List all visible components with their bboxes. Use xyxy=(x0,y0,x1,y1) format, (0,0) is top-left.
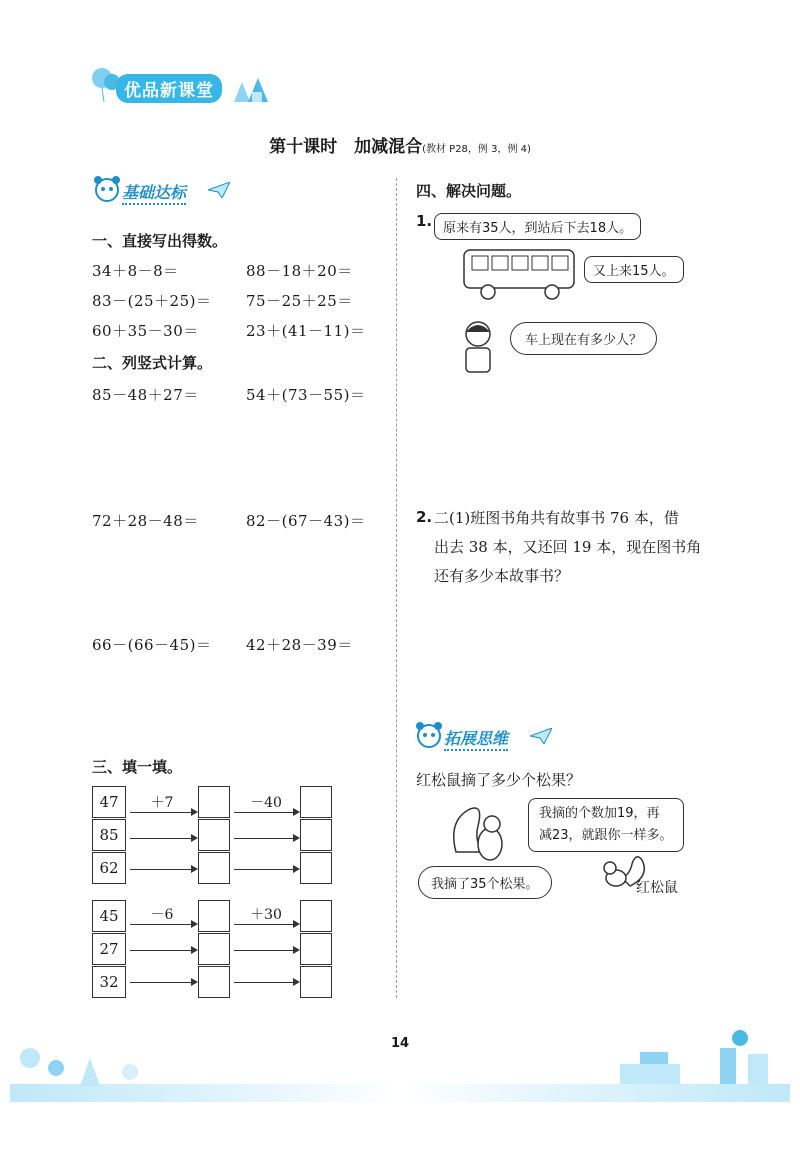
arrow xyxy=(234,950,298,951)
answer-box[interactable] xyxy=(300,900,332,932)
speech-bubble: 原来有35人，到站后下去18人。 xyxy=(434,213,641,240)
arrow xyxy=(130,982,196,983)
arrow xyxy=(130,950,196,951)
arrow xyxy=(130,838,196,839)
brand-logo xyxy=(90,66,290,106)
arrow xyxy=(130,924,196,925)
vertical-calc-item: 85－48＋27＝ xyxy=(92,386,199,404)
paper-plane-icon xyxy=(530,728,552,744)
red-squirrel-label: 红松鼠 xyxy=(636,880,678,896)
answer-box[interactable] xyxy=(198,933,230,965)
oral-item: 83－(25＋25)＝ xyxy=(92,292,212,310)
answer-box[interactable] xyxy=(300,819,332,851)
vertical-calc-item: 66－(66－45)＝ xyxy=(92,636,212,654)
answer-box[interactable] xyxy=(198,966,230,998)
arrow xyxy=(234,982,298,983)
arrow xyxy=(234,812,298,813)
answer-box[interactable] xyxy=(300,786,332,818)
oral-item: 88－18＋20＝ xyxy=(246,262,353,280)
boy-icon xyxy=(458,318,498,374)
brand-name: 优品新课堂 xyxy=(116,74,222,103)
input-number: 62 xyxy=(92,852,126,884)
city-decoration-icon xyxy=(610,1024,790,1088)
section-badge-basic: 基础达标 xyxy=(92,172,232,212)
input-number: 27 xyxy=(92,933,126,965)
extension-question: 红松鼠摘了多少个松果？ xyxy=(416,771,582,789)
answer-box[interactable] xyxy=(300,852,332,884)
input-number: 32 xyxy=(92,966,126,998)
column-divider xyxy=(396,178,397,998)
part1-heading: 一、直接写出得数。 xyxy=(92,232,228,250)
input-number: 85 xyxy=(92,819,126,851)
arrow xyxy=(234,924,298,925)
problem2-text: 二(1)班图书角共有故事书 76 本，借 出去 38 本，又还回 19 本，现在图书角 还有多少本故事书？ xyxy=(434,509,702,585)
bus-icon xyxy=(460,244,580,306)
lesson-title: 第十课时 加减混合(教材 P28，例 3，例 4) xyxy=(269,137,531,157)
operation-label: ＋7 xyxy=(150,795,174,811)
problem1-number: 1. xyxy=(416,212,433,230)
answer-box[interactable] xyxy=(300,933,332,965)
problem2-number: 2. xyxy=(416,508,433,526)
arrow xyxy=(130,869,196,870)
part4-heading: 四、解决问题。 xyxy=(416,182,522,200)
oral-item: 60＋35－30＝ xyxy=(92,322,199,340)
part3-heading: 三、填一填。 xyxy=(92,758,183,776)
answer-box[interactable] xyxy=(198,852,230,884)
answer-box[interactable] xyxy=(300,966,332,998)
arrow xyxy=(234,838,298,839)
thought-bubble: 车上现在有多少人？ xyxy=(510,322,657,355)
oral-item: 34＋8－8＝ xyxy=(92,262,179,280)
page-number: 14 xyxy=(390,1036,410,1051)
vertical-calc-item: 54＋(73－55)＝ xyxy=(246,386,366,404)
oral-item: 23＋(41－11)＝ xyxy=(246,322,366,340)
arrow xyxy=(234,869,298,870)
speech-bubble: 我摘了35个松果。 xyxy=(418,866,552,899)
arrow xyxy=(130,812,196,813)
flower-decoration-icon xyxy=(10,1028,170,1088)
castle-icon xyxy=(230,74,276,104)
part2-heading: 二、列竖式计算。 xyxy=(92,354,213,372)
operation-label: ＋30 xyxy=(250,907,282,923)
input-number: 45 xyxy=(92,900,126,932)
answer-box[interactable] xyxy=(198,900,230,932)
panda-icon xyxy=(92,174,122,208)
operation-label: －6 xyxy=(150,907,174,923)
vertical-calc-item: 42＋28－39＝ xyxy=(246,636,353,654)
oral-item: 75－25＋25＝ xyxy=(246,292,353,310)
speech-bubble: 又上来15人。 xyxy=(584,256,684,283)
fill-table-2 xyxy=(92,900,332,1000)
answer-box[interactable] xyxy=(198,819,230,851)
vertical-calc-item: 72＋28－48＝ xyxy=(92,512,199,530)
paper-plane-icon xyxy=(208,182,230,198)
panda-icon xyxy=(414,720,444,754)
section-badge-extension: 拓展思维 xyxy=(414,718,554,758)
input-number: 47 xyxy=(92,786,126,818)
lesson-reference: (教材 P28，例 3，例 4) xyxy=(422,144,531,155)
squirrel-icon xyxy=(448,802,512,864)
operation-label: －40 xyxy=(250,795,282,811)
vertical-calc-item: 82－(67－43)＝ xyxy=(246,512,366,530)
answer-box[interactable] xyxy=(198,786,230,818)
speech-bubble: 我摘的个数加19，再 减23，就跟你一样多。 xyxy=(528,798,684,852)
fill-table-1 xyxy=(92,786,332,886)
